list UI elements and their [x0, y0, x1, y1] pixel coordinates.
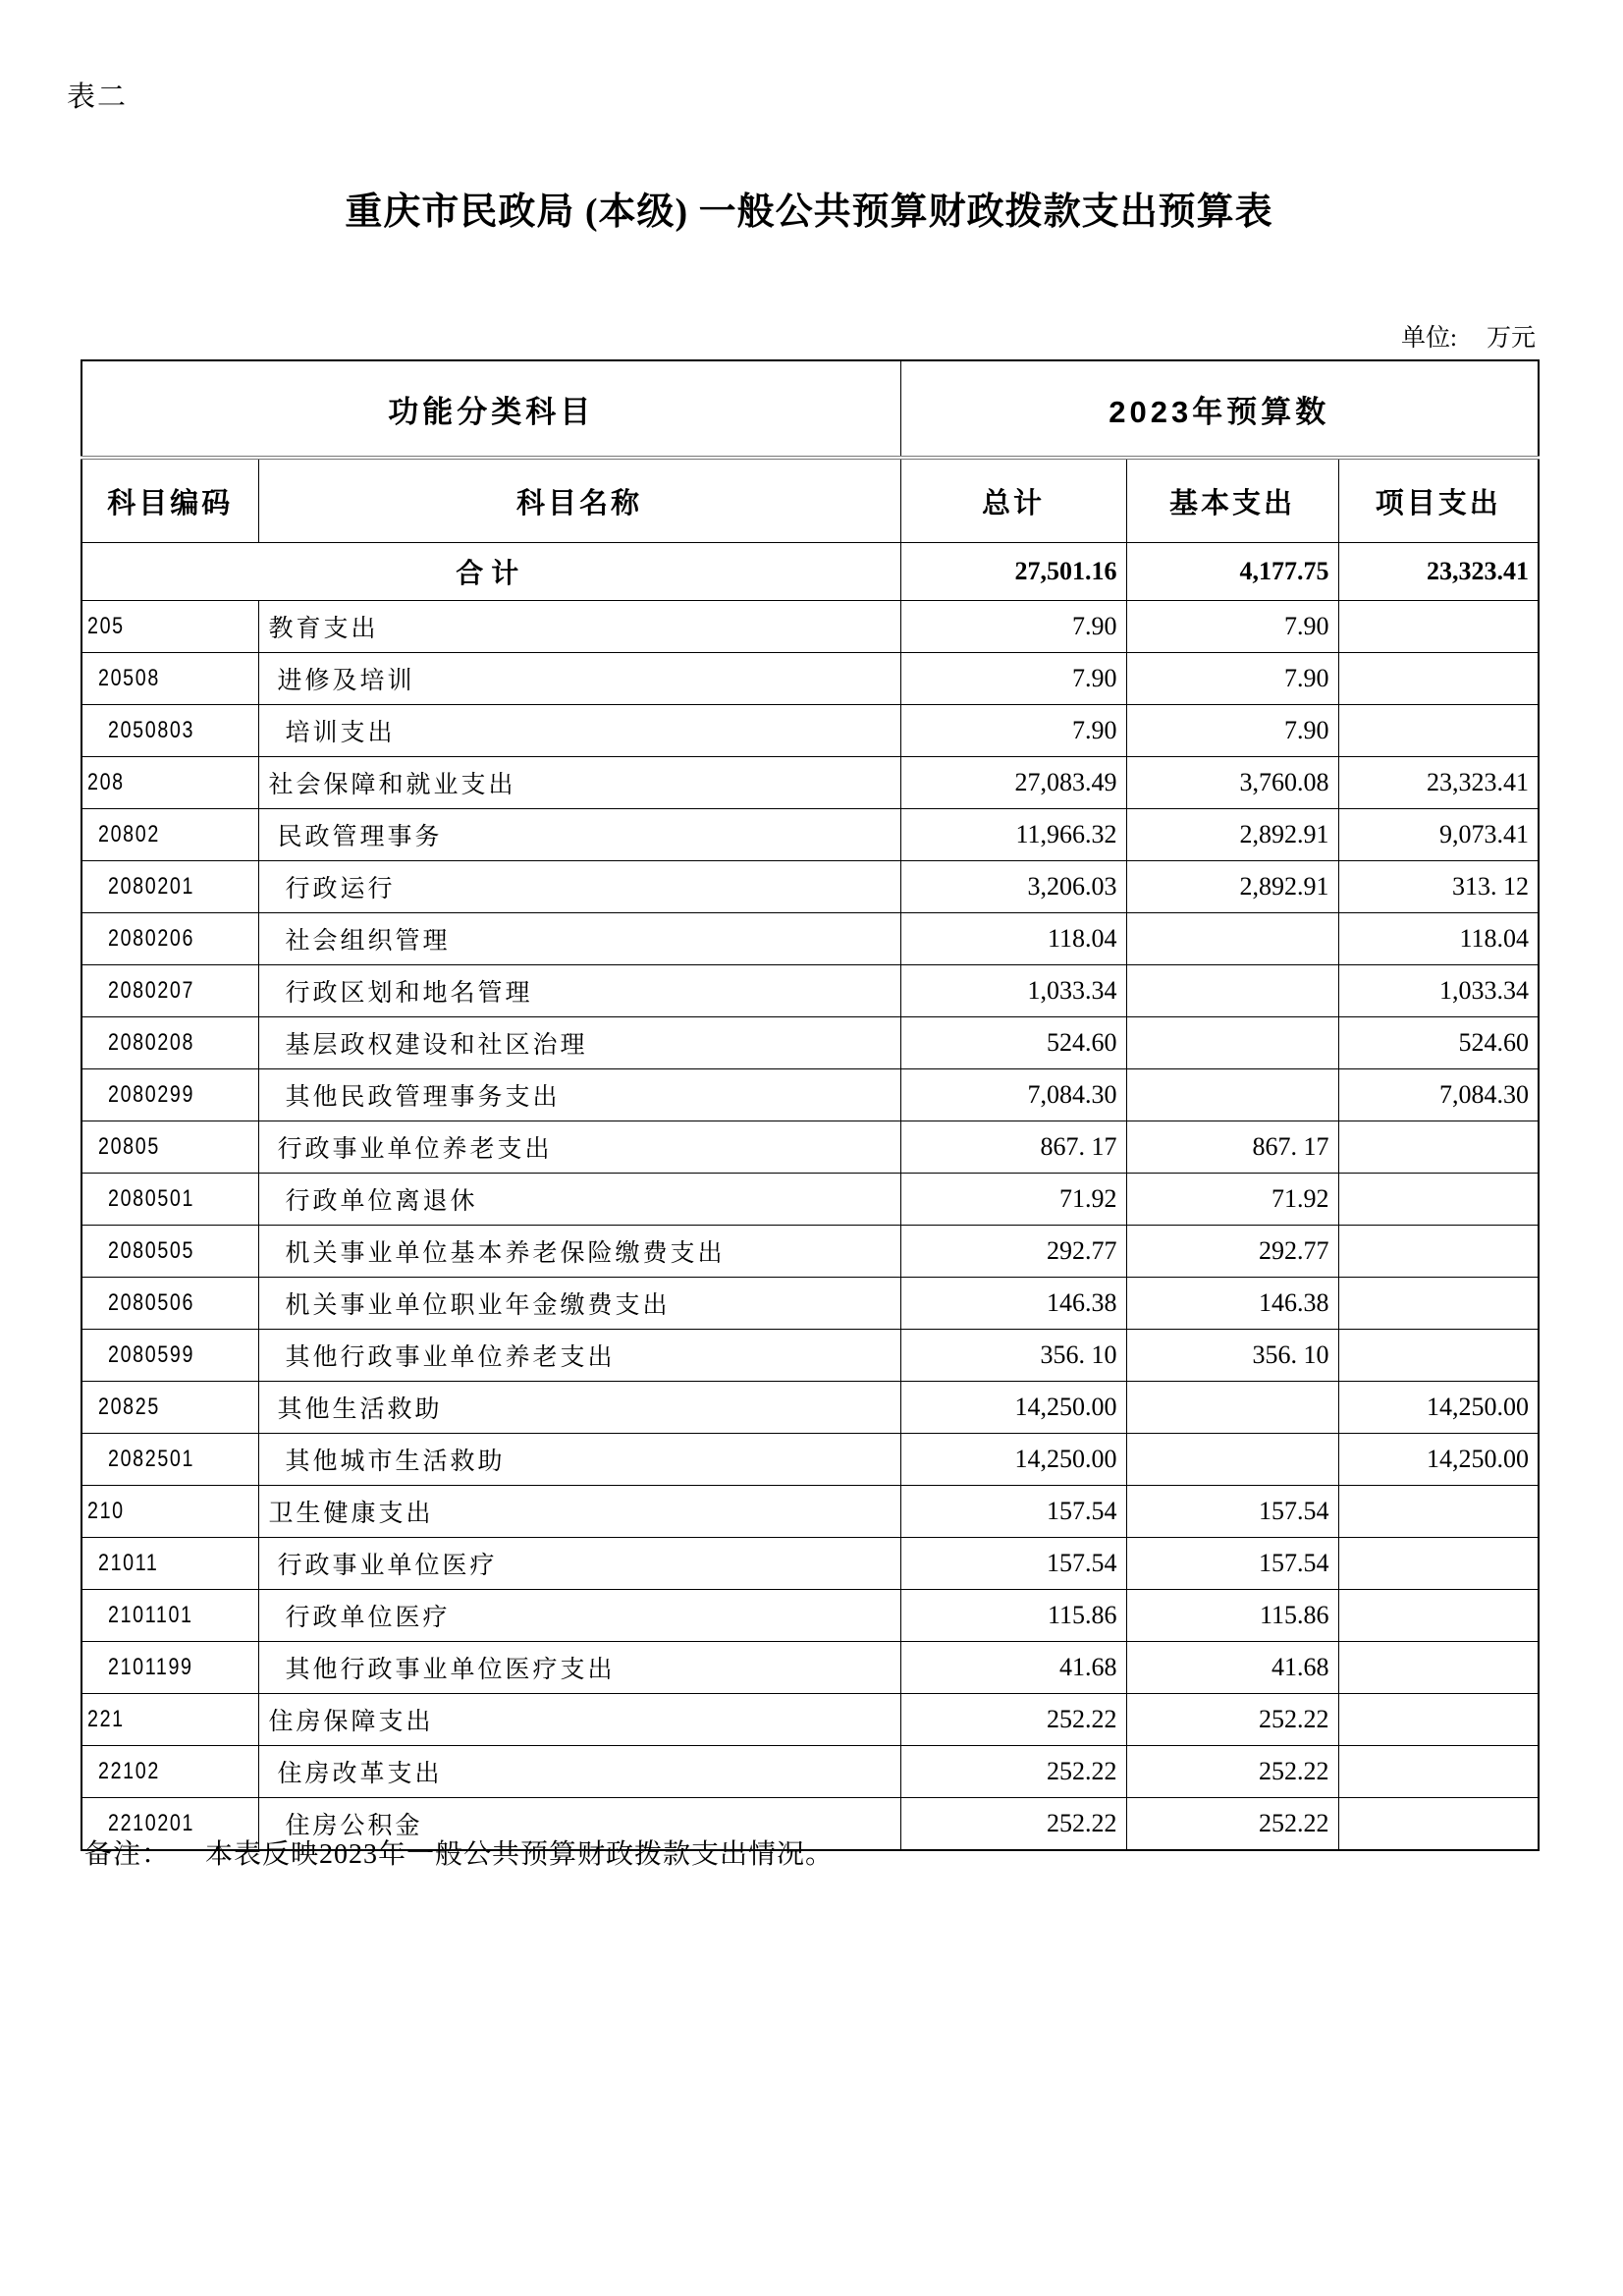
- row-name-cell: 其他行政事业单位养老支出: [258, 1330, 900, 1382]
- table-row: [81, 1069, 1539, 1121]
- row-basic-cell: 867. 17: [1126, 1121, 1338, 1174]
- table-row: [81, 1746, 1539, 1798]
- table-row: [81, 861, 1539, 913]
- row-code: 2082501: [108, 1446, 195, 1472]
- table-row: [81, 809, 1539, 861]
- total-row-total: 27,501.16: [900, 543, 1126, 601]
- unit-line: [81, 318, 1536, 354]
- header-col-project: 项目支出: [1338, 458, 1539, 543]
- row-code: 210: [87, 1498, 125, 1524]
- row-code: 2080206: [108, 925, 195, 952]
- row-name-cell: 社会组织管理: [258, 913, 900, 965]
- row-code: 2080505: [108, 1237, 195, 1264]
- row-project-cell: 14,250.00: [1338, 1434, 1539, 1486]
- row-project-cell: [1338, 1746, 1539, 1798]
- header-col-name: 科目名称: [258, 458, 900, 543]
- row-code: 2080201: [108, 873, 195, 900]
- row-code: 2050803: [108, 717, 195, 743]
- row-code: 2080506: [108, 1289, 195, 1316]
- row-basic-cell: [1126, 913, 1338, 965]
- row-code-cell: [81, 965, 258, 1017]
- row-code-cell: [81, 1538, 258, 1590]
- row-name-cell: 其他民政管理事务支出: [258, 1069, 900, 1121]
- row-name-cell: 社会保障和就业支出: [258, 757, 900, 809]
- row-name-cell: 行政区划和地名管理: [258, 965, 900, 1017]
- row-name-cell: 行政事业单位医疗: [258, 1538, 900, 1590]
- row-code: 2101101: [108, 1602, 193, 1628]
- table-row: [81, 1694, 1539, 1746]
- row-name-cell: 行政事业单位养老支出: [258, 1121, 900, 1174]
- note-text: 本表反映2023年一般公共预算财政拨款支出情况。: [205, 1839, 835, 1870]
- table-row: [81, 1642, 1539, 1694]
- row-total-cell: 118.04: [900, 913, 1126, 965]
- table-header-group-row: [81, 360, 1539, 458]
- row-code-cell: [81, 1434, 258, 1486]
- row-project-cell: [1338, 1590, 1539, 1642]
- row-code: 20825: [98, 1394, 160, 1420]
- row-code-cell: [81, 1382, 258, 1434]
- total-row-label: 合计: [81, 543, 900, 601]
- row-code-cell: [81, 1069, 258, 1121]
- row-name-cell: 住房改革支出: [258, 1746, 900, 1798]
- row-name-cell: 住房保障支出: [258, 1694, 900, 1746]
- row-total-cell: 11,966.32: [900, 809, 1126, 861]
- row-total-cell: 7.90: [900, 653, 1126, 705]
- row-total-cell: 7.90: [900, 601, 1126, 653]
- row-code-cell: [81, 1017, 258, 1069]
- row-basic-cell: 292.77: [1126, 1226, 1338, 1278]
- table-row: [81, 913, 1539, 965]
- row-total-cell: 524.60: [900, 1017, 1126, 1069]
- header-col-code: 科目编码: [81, 458, 258, 543]
- row-total-cell: 146.38: [900, 1278, 1126, 1330]
- row-total-cell: 867. 17: [900, 1121, 1126, 1174]
- row-project-cell: 1,033.34: [1338, 965, 1539, 1017]
- row-name-cell: 其他城市生活救助: [258, 1434, 900, 1486]
- table-row: [81, 1017, 1539, 1069]
- row-total-cell: 3,206.03: [900, 861, 1126, 913]
- total-row-basic: 4,177.75: [1126, 543, 1338, 601]
- row-code-cell: [81, 1694, 258, 1746]
- row-name-cell: 卫生健康支出: [258, 1486, 900, 1538]
- table-row: [81, 601, 1539, 653]
- row-code-cell: [81, 913, 258, 965]
- unit-label: 单位:: [1401, 325, 1457, 352]
- table-row: [81, 1174, 1539, 1226]
- note-line: [84, 1832, 834, 1872]
- row-name-cell: 机关事业单位职业年金缴费支出: [258, 1278, 900, 1330]
- row-basic-cell: 252.22: [1126, 1798, 1338, 1851]
- row-code: 20805: [98, 1133, 160, 1160]
- table-row: [81, 1434, 1539, 1486]
- table-row: [81, 1330, 1539, 1382]
- row-basic-cell: 157.54: [1126, 1486, 1338, 1538]
- row-basic-cell: 115.86: [1126, 1590, 1338, 1642]
- row-code: 20802: [98, 821, 160, 847]
- table-row: [81, 705, 1539, 757]
- row-code: 2080599: [108, 1341, 195, 1368]
- row-project-cell: [1338, 1278, 1539, 1330]
- row-basic-cell: [1126, 965, 1338, 1017]
- row-basic-cell: 252.22: [1126, 1746, 1338, 1798]
- row-total-cell: 7.90: [900, 705, 1126, 757]
- row-total-cell: 71.92: [900, 1174, 1126, 1226]
- row-code: 2080208: [108, 1029, 195, 1056]
- row-total-cell: 292.77: [900, 1226, 1126, 1278]
- row-code: 2101199: [108, 1654, 193, 1680]
- row-name-cell: 民政管理事务: [258, 809, 900, 861]
- row-total-cell: 14,250.00: [900, 1382, 1126, 1434]
- row-total-cell: 27,083.49: [900, 757, 1126, 809]
- row-name-cell: 住房公积金: [258, 1798, 900, 1851]
- row-total-cell: 252.22: [900, 1798, 1126, 1851]
- row-total-cell: 41.68: [900, 1642, 1126, 1694]
- row-code-cell: [81, 1226, 258, 1278]
- row-code: 2080299: [108, 1081, 195, 1108]
- row-code-cell: [81, 757, 258, 809]
- row-basic-cell: [1126, 1017, 1338, 1069]
- table-header-columns-row: [81, 458, 1539, 543]
- row-total-cell: 252.22: [900, 1746, 1126, 1798]
- row-name-cell: 其他行政事业单位医疗支出: [258, 1642, 900, 1694]
- row-basic-cell: 146.38: [1126, 1278, 1338, 1330]
- row-code: 208: [87, 769, 125, 795]
- row-basic-cell: 7.90: [1126, 601, 1338, 653]
- row-code: 2210201: [108, 1810, 195, 1836]
- row-total-cell: 7,084.30: [900, 1069, 1126, 1121]
- header-col-basic: 基本支出: [1126, 458, 1338, 543]
- row-project-cell: 118.04: [1338, 913, 1539, 965]
- row-project-cell: [1338, 1226, 1539, 1278]
- row-name-cell: 行政单位离退休: [258, 1174, 900, 1226]
- row-total-cell: 1,033.34: [900, 965, 1126, 1017]
- table-row: [81, 1121, 1539, 1174]
- row-project-cell: [1338, 1798, 1539, 1851]
- row-project-cell: 14,250.00: [1338, 1382, 1539, 1434]
- row-basic-cell: 3,760.08: [1126, 757, 1338, 809]
- row-code: 21011: [98, 1550, 159, 1576]
- row-code-cell: [81, 705, 258, 757]
- row-code-cell: [81, 653, 258, 705]
- row-name-cell: 机关事业单位基本养老保险缴费支出: [258, 1226, 900, 1278]
- row-total-cell: 157.54: [900, 1538, 1126, 1590]
- row-project-cell: [1338, 1642, 1539, 1694]
- row-code-cell: [81, 1642, 258, 1694]
- note-label: 备注：: [84, 1839, 171, 1870]
- row-name-cell: 行政运行: [258, 861, 900, 913]
- total-row-project: 23,323.41: [1338, 543, 1539, 601]
- row-code-cell: [81, 1746, 258, 1798]
- row-code-cell: [81, 1330, 258, 1382]
- row-basic-cell: 157.54: [1126, 1538, 1338, 1590]
- row-total-cell: 157.54: [900, 1486, 1126, 1538]
- row-total-cell: 356. 10: [900, 1330, 1126, 1382]
- row-basic-cell: 2,892.91: [1126, 861, 1338, 913]
- row-project-cell: [1338, 1121, 1539, 1174]
- row-project-cell: [1338, 1486, 1539, 1538]
- row-project-cell: [1338, 1174, 1539, 1226]
- row-basic-cell: [1126, 1069, 1338, 1121]
- row-project-cell: 9,073.41: [1338, 809, 1539, 861]
- row-total-cell: 115.86: [900, 1590, 1126, 1642]
- table-row: [81, 1590, 1539, 1642]
- row-project-cell: [1338, 653, 1539, 705]
- row-name-cell: 教育支出: [258, 601, 900, 653]
- row-code-cell: [81, 1590, 258, 1642]
- doc-tag: 表二: [67, 82, 129, 113]
- row-basic-cell: 7.90: [1126, 705, 1338, 757]
- row-name-cell: 行政单位医疗: [258, 1590, 900, 1642]
- row-project-cell: 313. 12: [1338, 861, 1539, 913]
- row-project-cell: 524.60: [1338, 1017, 1539, 1069]
- row-total-cell: 14,250.00: [900, 1434, 1126, 1486]
- header-function-category: 功能分类科目: [81, 360, 900, 458]
- table-row: [81, 1486, 1539, 1538]
- row-code-cell: [81, 861, 258, 913]
- row-basic-cell: [1126, 1382, 1338, 1434]
- row-code-cell: [81, 1174, 258, 1226]
- row-project-cell: [1338, 705, 1539, 757]
- row-project-cell: [1338, 601, 1539, 653]
- row-name-cell: 基层政权建设和社区治理: [258, 1017, 900, 1069]
- page-title: 重庆市民政局 (本级) 一般公共预算财政拨款支出预算表: [345, 191, 1273, 233]
- row-code-cell: [81, 1278, 258, 1330]
- table-total-row: [81, 543, 1539, 601]
- row-code: 22102: [98, 1758, 160, 1784]
- row-name-cell: 其他生活救助: [258, 1382, 900, 1434]
- row-code: 221: [87, 1706, 125, 1732]
- table-row: [81, 1538, 1539, 1590]
- budget-table: [81, 359, 1540, 1851]
- row-basic-cell: [1126, 1434, 1338, 1486]
- row-project-cell: 7,084.30: [1338, 1069, 1539, 1121]
- row-code: 2080501: [108, 1185, 195, 1212]
- row-code: 205: [87, 613, 125, 639]
- row-project-cell: [1338, 1694, 1539, 1746]
- row-basic-cell: 2,892.91: [1126, 809, 1338, 861]
- row-basic-cell: 356. 10: [1126, 1330, 1338, 1382]
- row-basic-cell: 71.92: [1126, 1174, 1338, 1226]
- header-col-total: 总计: [900, 458, 1126, 543]
- row-code-cell: [81, 1486, 258, 1538]
- row-basic-cell: 41.68: [1126, 1642, 1338, 1694]
- row-total-cell: 252.22: [900, 1694, 1126, 1746]
- table-row: [81, 1226, 1539, 1278]
- row-project-cell: 23,323.41: [1338, 757, 1539, 809]
- table-row: [81, 653, 1539, 705]
- row-code: 20508: [98, 665, 160, 691]
- table-row: [81, 965, 1539, 1017]
- row-code-cell: [81, 809, 258, 861]
- row-name-cell: 进修及培训: [258, 653, 900, 705]
- header-budget-2023: 2023年预算数: [900, 360, 1539, 458]
- table-row: [81, 1382, 1539, 1434]
- row-project-cell: [1338, 1330, 1539, 1382]
- row-name-cell: 培训支出: [258, 705, 900, 757]
- row-project-cell: [1338, 1538, 1539, 1590]
- row-code-cell: [81, 1121, 258, 1174]
- unit-value: 万元: [1486, 325, 1536, 352]
- table-row: [81, 757, 1539, 809]
- table-row: [81, 1278, 1539, 1330]
- row-code: 2080207: [108, 977, 195, 1004]
- row-basic-cell: 7.90: [1126, 653, 1338, 705]
- row-code-cell: [81, 601, 258, 653]
- row-basic-cell: 252.22: [1126, 1694, 1338, 1746]
